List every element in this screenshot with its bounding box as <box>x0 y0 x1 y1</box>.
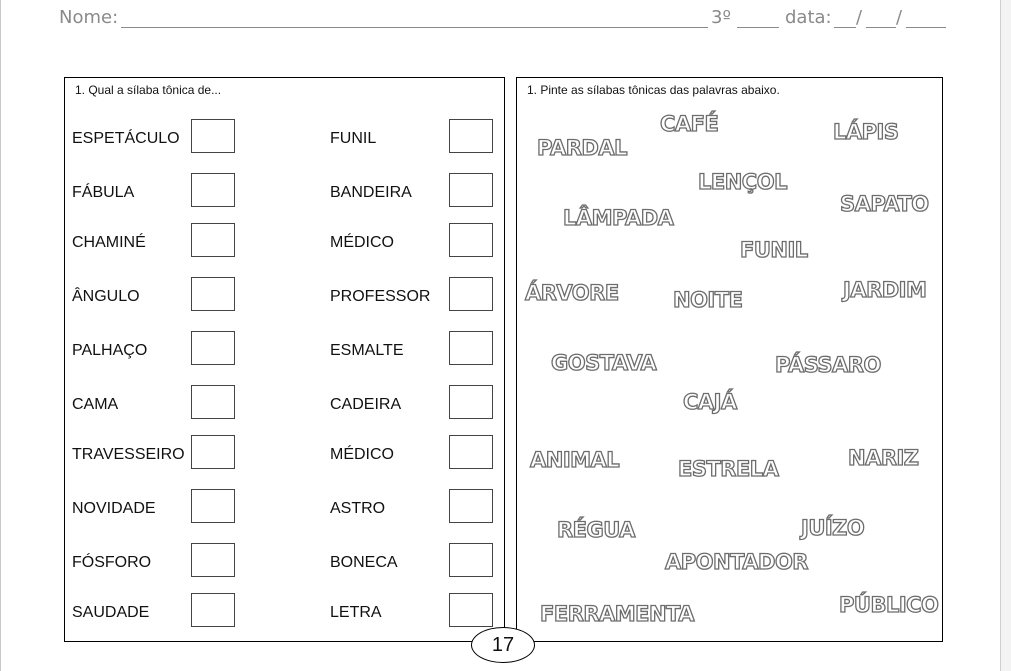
outlined-word[interactable]: JARDIM <box>843 278 927 302</box>
outlined-word[interactable]: PÁSSARO <box>775 353 881 377</box>
word-label-right: ESMALTE <box>330 342 404 359</box>
outlined-word[interactable]: LÁPIS <box>833 120 899 144</box>
date-year-line[interactable] <box>906 27 946 28</box>
answer-box-left[interactable] <box>191 223 235 257</box>
answer-box-left[interactable] <box>191 543 235 577</box>
answer-box-right[interactable] <box>449 173 493 207</box>
word-label-left: SAUDADE <box>72 604 150 621</box>
outlined-word[interactable]: CAFÉ <box>660 112 719 136</box>
word-label-left: PALHAÇO <box>72 342 148 359</box>
outlined-word[interactable]: LENÇOL <box>698 170 787 194</box>
word-label-right: MÉDICO <box>330 446 394 463</box>
date-label: data: <box>785 7 832 28</box>
answer-box-right[interactable] <box>449 119 493 153</box>
word-label-right: ASTRO <box>330 500 386 517</box>
word-label-right: BONECA <box>330 554 398 571</box>
page-right-edge <box>1000 0 1011 671</box>
date-day-line[interactable] <box>834 27 856 28</box>
tonic-syllable-question-panel <box>64 77 505 642</box>
outlined-word[interactable]: CAJÁ <box>683 390 737 414</box>
date-month-line[interactable] <box>866 27 896 28</box>
word-label-right: BANDEIRA <box>330 184 412 201</box>
word-label-left: FÁBULA <box>72 184 135 201</box>
word-label-right: PROFESSOR <box>330 288 431 305</box>
outlined-word[interactable]: ESTRELA <box>678 457 779 481</box>
word-label-left: TRAVESSEIRO <box>72 446 185 463</box>
name-label: Nome: <box>59 7 119 28</box>
answer-box-left[interactable] <box>191 277 235 311</box>
name-line[interactable] <box>121 27 708 28</box>
answer-box-right[interactable] <box>449 385 493 419</box>
word-label-left: FÓSFORO <box>72 554 152 571</box>
outlined-word[interactable]: FUNIL <box>740 238 808 262</box>
paint-syllables-panel <box>516 77 943 642</box>
outlined-word[interactable]: NOITE <box>673 288 743 312</box>
answer-box-right[interactable] <box>449 331 493 365</box>
answer-box-right[interactable] <box>449 489 493 523</box>
answer-box-right[interactable] <box>449 543 493 577</box>
outlined-word[interactable]: GOSTAVA <box>551 351 657 375</box>
outlined-word[interactable]: FERRAMENTA <box>540 602 695 626</box>
grade-label: 3º <box>711 7 731 28</box>
answer-box-right[interactable] <box>449 277 493 311</box>
word-label-left: CAMA <box>72 396 119 413</box>
word-label-right: CADEIRA <box>330 396 402 413</box>
outlined-word[interactable]: APONTADOR <box>665 550 808 574</box>
answer-box-left[interactable] <box>191 385 235 419</box>
grade-line[interactable] <box>737 27 779 28</box>
answer-box-right[interactable] <box>449 435 493 469</box>
word-label-left: CHAMINÉ <box>72 234 146 251</box>
answer-box-left[interactable] <box>191 489 235 523</box>
date-separator: / <box>856 7 863 28</box>
date-separator: / <box>896 7 903 28</box>
word-label-right: FUNIL <box>330 130 377 147</box>
question-1-title-right: 1. Pinte as sílabas tônicas das palavras abaixo. <box>527 83 780 97</box>
answer-box-left[interactable] <box>191 173 235 207</box>
answer-box-right[interactable] <box>449 593 493 627</box>
outlined-word[interactable]: ANIMAL <box>530 448 620 472</box>
outlined-word[interactable]: JUÍZO <box>801 516 865 540</box>
page-left-edge <box>0 0 1 671</box>
worksheet-header <box>0 0 1000 40</box>
outlined-word[interactable]: ÁRVORE <box>525 281 619 305</box>
answer-box-left[interactable] <box>191 331 235 365</box>
answer-box-left[interactable] <box>191 119 235 153</box>
outlined-word[interactable]: RÉGUA <box>557 518 635 542</box>
outlined-word[interactable]: NARIZ <box>848 446 919 470</box>
answer-box-right[interactable] <box>449 223 493 257</box>
word-label-left: ÂNGULO <box>72 288 140 305</box>
page-number-badge: 17 <box>471 627 535 663</box>
outlined-word[interactable]: PARDAL <box>537 136 627 160</box>
word-label-left: ESPETÁCULO <box>72 130 180 147</box>
outlined-word[interactable]: PÚBLICO <box>839 593 939 617</box>
outlined-word[interactable]: LÂMPADA <box>563 206 674 230</box>
answer-box-left[interactable] <box>191 593 235 627</box>
outlined-word[interactable]: SAPATO <box>840 192 929 216</box>
word-label-right: LETRA <box>330 604 382 621</box>
answer-box-left[interactable] <box>191 435 235 469</box>
word-label-right: MÉDICO <box>330 234 394 251</box>
word-label-left: NOVIDADE <box>72 500 156 517</box>
question-1-title: 1. Qual a sílaba tônica de... <box>75 83 222 97</box>
